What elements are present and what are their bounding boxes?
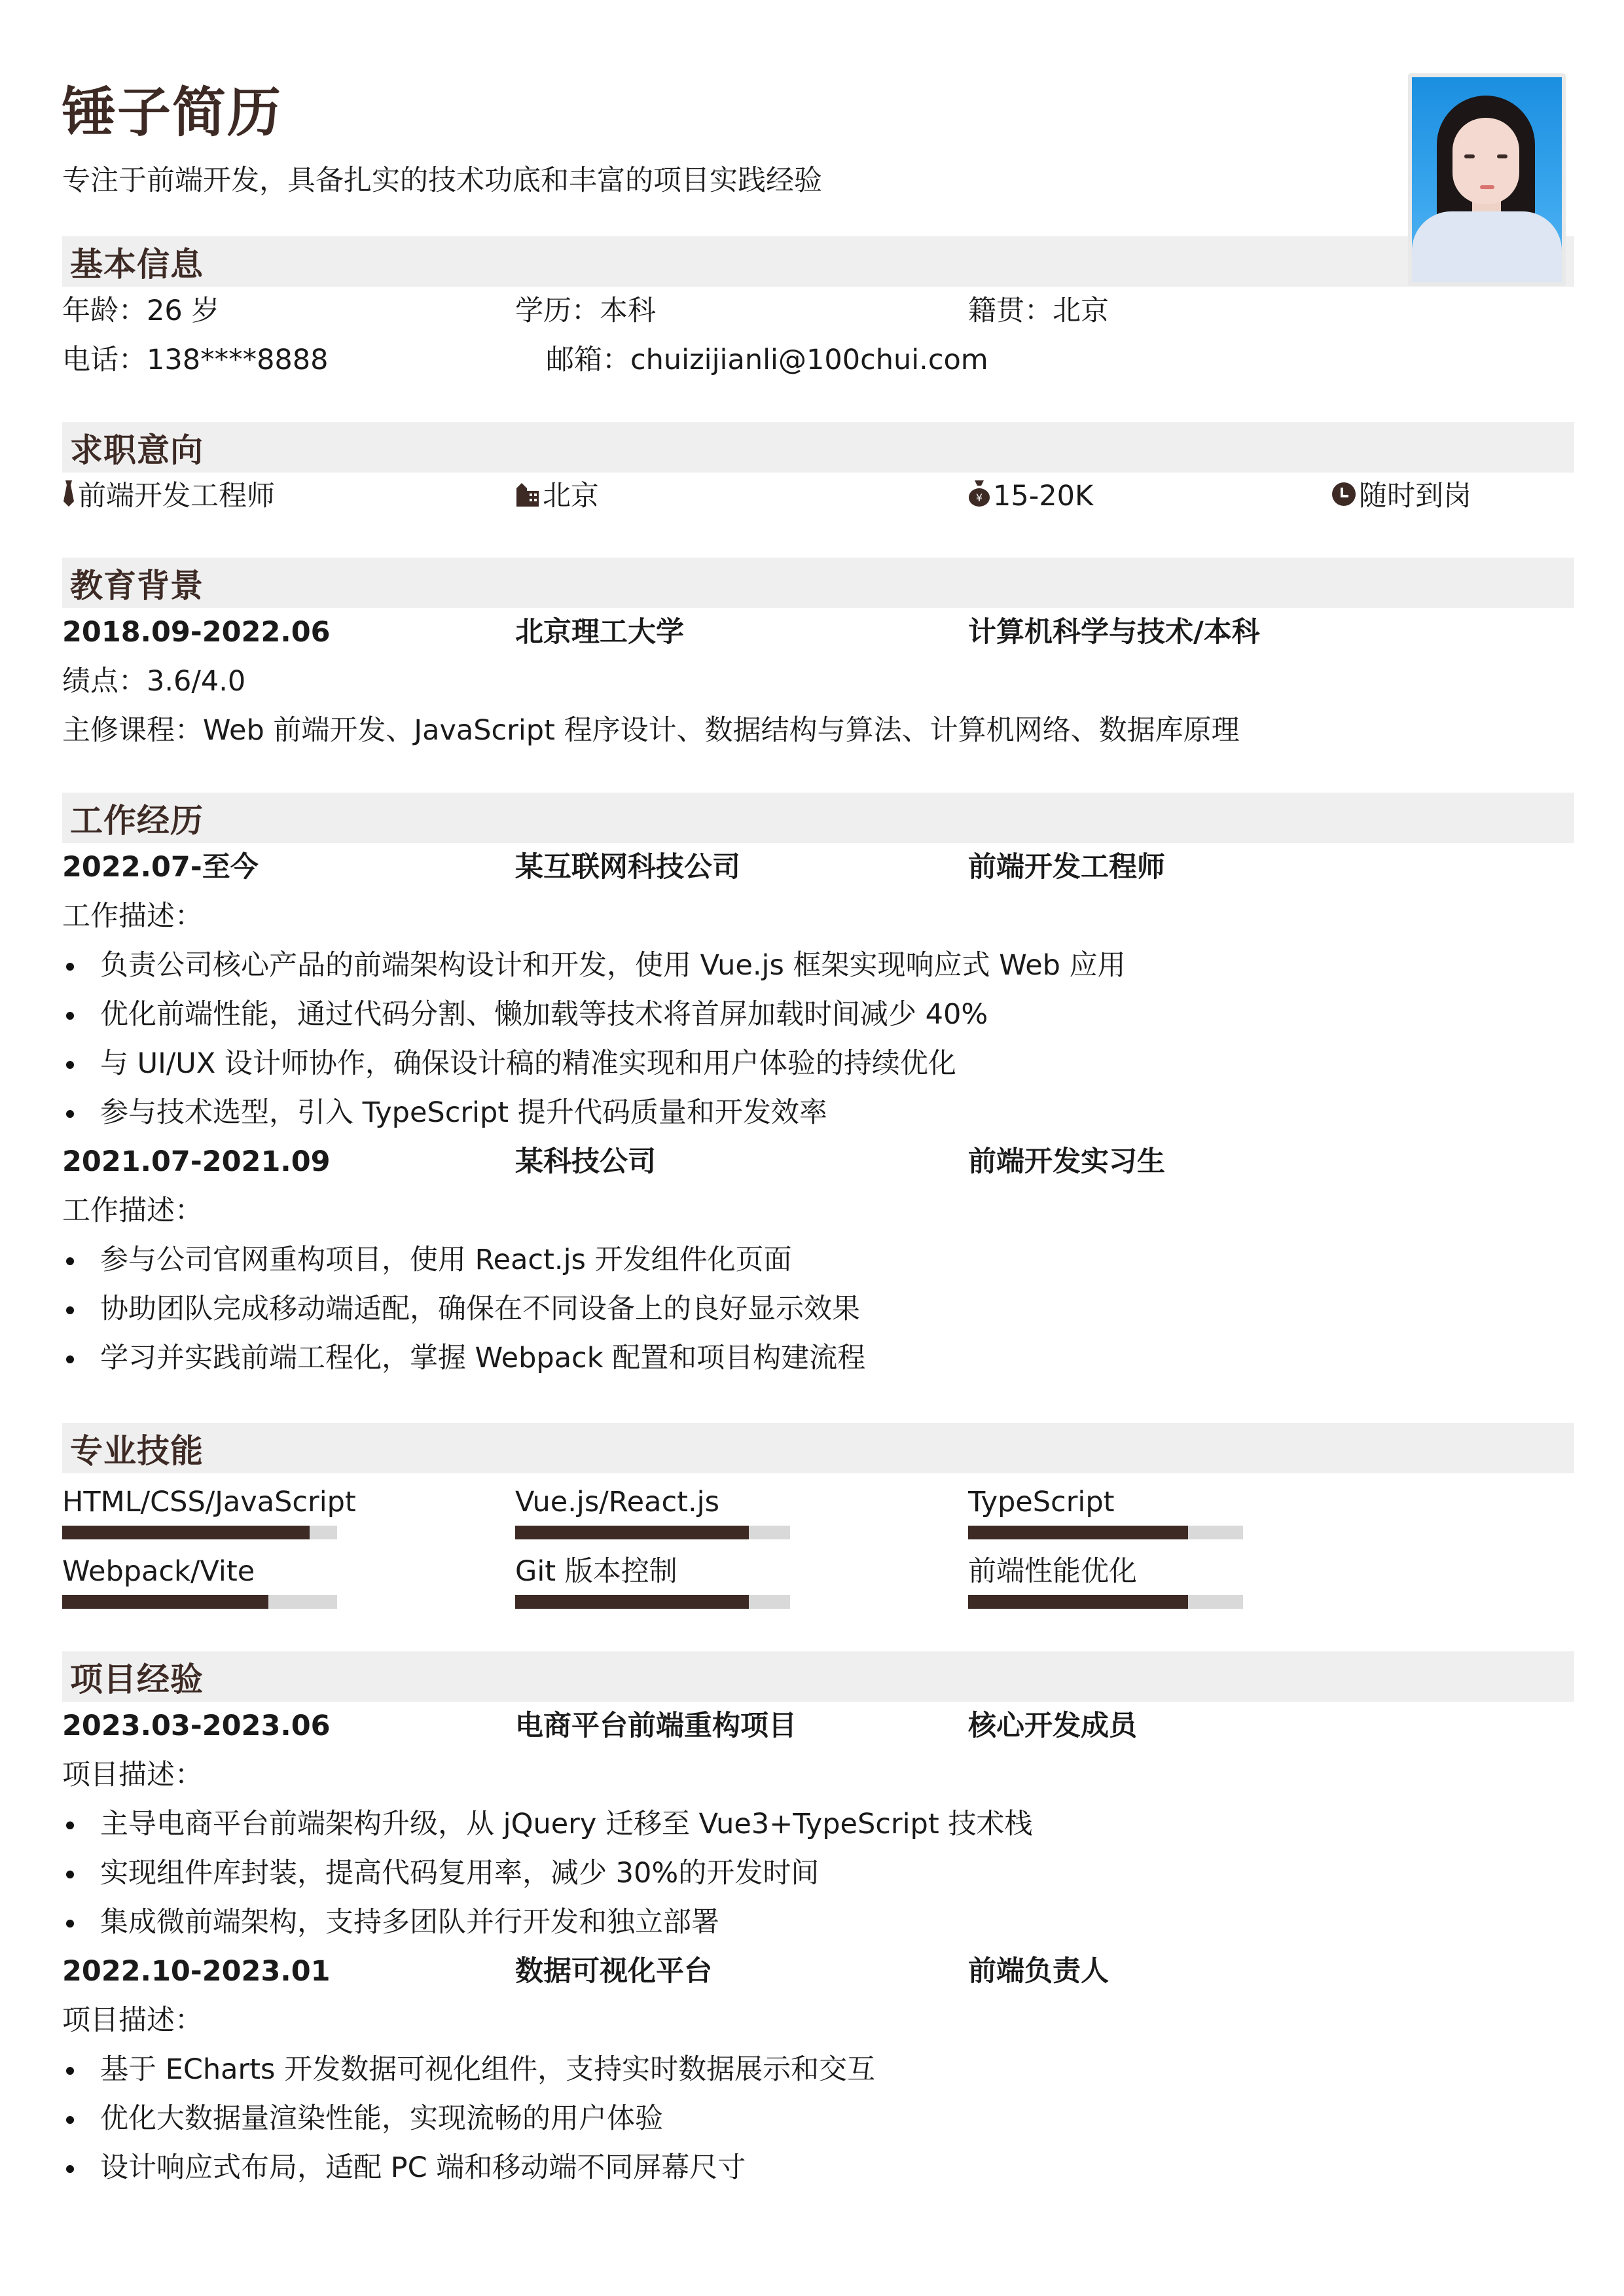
photo-eye (1464, 154, 1475, 158)
project-bullet: 设计响应式布局，适配 PC 端和移动端不同屏幕尺寸 (62, 2144, 1574, 2193)
project-row (62, 1947, 1574, 1996)
skill-bar-fill (62, 1526, 310, 1539)
intent-salary-label: 15-20K (993, 480, 1094, 512)
education-row (62, 608, 1574, 657)
money-bag-icon (968, 473, 990, 522)
building-icon (515, 473, 540, 522)
skill-item (515, 1481, 968, 1551)
section-projects (62, 1651, 1574, 2193)
project-bullet: 实现组件库封装，提高代码复用率，减少 30%的开发时间 (62, 1849, 1574, 1898)
skill-bar-track (968, 1526, 1243, 1539)
work-company: 某互联网科技公司 (515, 851, 740, 884)
project-bullet: 主导电商平台前端架构升级，从 jQuery 迁移至 Vue3+TypeScript 技术栈 (62, 1800, 1574, 1849)
clock-icon (1331, 473, 1356, 522)
work-period: 2021.07-2021.09 (62, 1145, 331, 1178)
skill-bar-track (62, 1595, 337, 1609)
skill-bar-track (515, 1595, 790, 1609)
section-band (62, 1423, 1574, 1473)
intent-position-label: 前端开发工程师 (78, 480, 275, 512)
section-heading: 教育背景 (70, 566, 204, 605)
section-job-intent (62, 422, 1574, 522)
tie-icon (62, 473, 75, 522)
skill-name: Git 版本控制 (515, 1555, 677, 1588)
skill-item (968, 1481, 1421, 1551)
work-company: 某科技公司 (515, 1145, 656, 1178)
skill-bar-fill (62, 1595, 268, 1609)
section-band (62, 793, 1574, 843)
skill-name: 前端性能优化 (968, 1555, 1137, 1588)
project-bullet: 基于 ECharts 开发数据可视化组件，支持实时数据展示和交互 (62, 2045, 1574, 2094)
svg-text:¥: ¥ (975, 492, 983, 504)
skill-item (515, 1551, 968, 1620)
skill-bar-fill (968, 1595, 1188, 1609)
photo-face (1453, 118, 1519, 204)
skill-name: Webpack/Vite (62, 1555, 255, 1588)
project-desc-label: 项目描述： (62, 2004, 203, 2037)
skill-bar-track (62, 1526, 337, 1539)
project-role: 核心开发成员 (968, 1710, 1137, 1742)
phone-field: 电话：138****8888 (62, 344, 329, 376)
education-period: 2018.09-2022.06 (62, 616, 331, 649)
section-heading: 项目经验 (70, 1660, 204, 1698)
skill-bar-track (968, 1595, 1243, 1609)
work-row (62, 1138, 1574, 1187)
education-courses: 主修课程：Web 前端开发、JavaScript 程序设计、数据结构与算法、计算机网络、数据库原理 (62, 714, 1240, 747)
section-band (62, 422, 1574, 473)
section-band (62, 236, 1574, 287)
intent-city (515, 472, 968, 522)
section-heading: 求职意向 (70, 431, 204, 469)
education-field: 学历：本科 (515, 295, 656, 327)
work-role: 前端开发实习生 (968, 1145, 1165, 1178)
work-bullet: 参与公司官网重构项目，使用 React.js 开发组件化页面 (62, 1236, 1574, 1285)
section-education (62, 558, 1574, 755)
work-desc-label: 工作描述： (62, 900, 203, 933)
work-period: 2022.07-至今 (62, 851, 259, 884)
education-school: 北京理工大学 (515, 616, 684, 649)
skill-bar-track (515, 1526, 790, 1539)
work-desc-label: 工作描述： (62, 1194, 203, 1227)
basic-info-row-1 (62, 287, 1574, 336)
skill-name: TypeScript (968, 1486, 1115, 1518)
email-field: 邮箱：chuizijianli@100chui.com (546, 344, 988, 376)
project-row (62, 1702, 1574, 1751)
basic-info-row-2 (62, 336, 1574, 385)
intent-city-label: 北京 (543, 480, 599, 512)
work-role: 前端开发工程师 (968, 851, 1165, 884)
project-desc-label: 项目描述： (62, 1759, 203, 1791)
work-bullet: 参与技术选型，引入 TypeScript 提升代码质量和开发效率 (62, 1088, 1574, 1138)
project-name: 电商平台前端重构项目 (515, 1710, 797, 1742)
intent-availability (1331, 472, 1471, 522)
section-skills (62, 1423, 1574, 1620)
photo-shirt (1412, 211, 1562, 286)
section-band (62, 558, 1574, 608)
skill-bar-fill (515, 1526, 749, 1539)
section-work (62, 793, 1574, 1383)
skill-name: Vue.js/React.js (515, 1486, 719, 1518)
intent-position (62, 472, 515, 522)
intent-availability-label: 随时到岗 (1359, 480, 1471, 512)
project-period: 2023.03-2023.06 (62, 1710, 331, 1742)
education-major: 计算机科学与技术/本科 (968, 616, 1260, 649)
section-basic-info (62, 236, 1574, 385)
skill-bar-fill (968, 1526, 1188, 1539)
skill-bar-fill (515, 1595, 749, 1609)
age-field: 年龄：26 岁 (62, 295, 220, 327)
section-heading: 基本信息 (70, 245, 204, 283)
education-gpa: 绩点：3.6/4.0 (62, 665, 246, 698)
skill-name: HTML/CSS/JavaScript (62, 1486, 356, 1518)
photo-mouth (1480, 185, 1494, 189)
job-intent-row (62, 473, 1574, 522)
work-bullet: 学习并实践前端工程化，掌握 Webpack 配置和项目构建流程 (62, 1334, 1574, 1383)
skill-item (62, 1551, 515, 1620)
project-bullet: 集成微前端架构，支持多团队并行开发和独立部署 (62, 1898, 1574, 1947)
project-role: 前端负责人 (968, 1955, 1109, 1988)
work-row (62, 843, 1574, 892)
work-bullet: 协助团队完成移动端适配，确保在不同设备上的良好显示效果 (62, 1285, 1574, 1334)
profile-photo (1408, 73, 1566, 286)
skills-grid (62, 1481, 1574, 1620)
resume-title: 锤子简历 (62, 82, 283, 144)
section-heading: 工作经历 (70, 801, 204, 840)
intent-salary (968, 472, 1331, 522)
skill-item (968, 1551, 1421, 1620)
photo-eye (1497, 154, 1507, 158)
skill-item (62, 1481, 515, 1551)
resume-subtitle: 专注于前端开发，具备扎实的技术功底和丰富的项目实践经验 (62, 164, 822, 197)
work-bullet: 负责公司核心产品的前端架构设计和开发，使用 Vue.js 框架实现响应式 Web 应用 (62, 941, 1574, 990)
work-bullet: 与 UI/UX 设计师协作，确保设计稿的精准实现和用户体验的持续优化 (62, 1039, 1574, 1088)
work-bullet: 优化前端性能，通过代码分割、懒加载等技术将首屏加载时间减少 40% (62, 990, 1574, 1039)
hometown-field: 籍贯：北京 (968, 295, 1109, 327)
section-band (62, 1651, 1574, 1702)
project-period: 2022.10-2023.01 (62, 1955, 331, 1988)
project-bullet: 优化大数据量渲染性能，实现流畅的用户体验 (62, 2094, 1574, 2144)
section-heading: 专业技能 (70, 1431, 204, 1470)
project-name: 数据可视化平台 (515, 1955, 712, 1988)
